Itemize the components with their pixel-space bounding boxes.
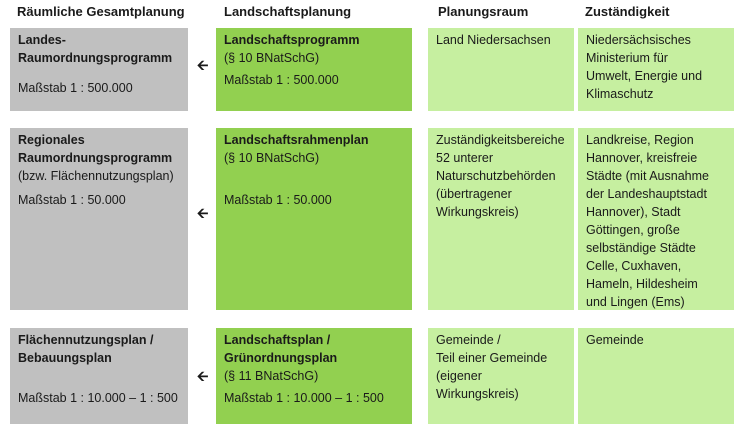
header-planungsraum: Planungsraum (438, 4, 529, 19)
row-2-gesamt-note: (bzw. Flächennutzungsplan) (18, 169, 174, 183)
row-1-gesamt-title-line-2: Raumordnungsprogramm (18, 51, 173, 65)
row-1-zust-line-4: Klimaschutz (586, 87, 654, 101)
row-1-landschaft-law: (§ 10 BNatSchG) (224, 51, 320, 65)
row-3-landschaft-law: (§ 11 BNatSchG) (224, 369, 319, 383)
row-2-zust-line-7: selbständige Städte (586, 241, 696, 255)
row-3-landschaftsplanung-box (216, 328, 412, 424)
row-3-planungsraum-box (428, 328, 574, 424)
row-3-gesamt-title-line-2: Bebauungsplan (18, 351, 112, 365)
row-1-landschaft-scale: Maßstab 1 : 500.000 (224, 73, 339, 87)
row-3-gesamtplanung-box (10, 328, 188, 424)
header-landschaftsplanung: Landschaftsplanung (224, 4, 352, 19)
row-2-landschaft-title-line-1: Landschaftsrahmenplan (224, 133, 369, 147)
arrow-left-icon: 🡨 (197, 205, 209, 221)
arrow-left-icon: 🡨 (197, 368, 209, 384)
row-2-zust-line-6: Göttingen, große (586, 223, 680, 237)
row-2-zust-line-3: Städte (mit Ausnahme (586, 169, 709, 183)
row-3-raum-line-2: Teil einer Gemeinde (436, 351, 548, 365)
row-2-zust-line-2: Hannover, kreisfreie (586, 151, 698, 165)
row-2-landschaftsplanung-box (216, 128, 412, 310)
row-2-gesamtplanung-box (10, 128, 188, 310)
row-3-landschaft-scale: Maßstab 1 : 10.000 – 1 : 500 (224, 391, 384, 405)
row-1-planungsraum-box (428, 28, 574, 111)
row-3-zustaendigkeit-box (578, 328, 734, 424)
row-2-raum-line-2: 52 unterer (436, 151, 493, 165)
row-2-raum-line-1: Zuständigkeitsbereiche (436, 133, 565, 147)
row-1-zust-line-1: Niedersächsisches (586, 33, 691, 47)
row-3-zust-line-1: Gemeinde (586, 333, 644, 347)
row-1-landschaft-title-line-1: Landschaftsprogramm (224, 33, 360, 47)
row-2-gesamt-title-line-2: Raumordnungsprogramm (18, 151, 173, 165)
row-2-gesamt-scale: Maßstab 1 : 50.000 (18, 193, 126, 207)
row-1-gesamt-scale: Maßstab 1 : 500.000 (18, 81, 133, 95)
row-2-landschaft-law: (§ 10 BNatSchG) (224, 151, 320, 165)
row-1-zust-line-3: Umwelt, Energie und (586, 69, 703, 83)
row-3-raum-line-3: (eigener (436, 369, 482, 383)
row-2-gesamt-title-line-1: Regionales (18, 133, 85, 147)
row-2-planungsraum-box (428, 128, 574, 310)
row-1-gesamtplanung-box (10, 28, 188, 111)
row-2-zust-line-8: Celle, Cuxhaven, (586, 259, 682, 273)
header-gesamtplanung: Räumliche Gesamtplanung (17, 4, 185, 19)
header-zustaendigkeit: Zuständigkeit (585, 4, 670, 19)
row-3-landschaft-title-line-1: Landschaftsplan / (224, 333, 331, 347)
row-1-landschaftsplanung-box (216, 28, 412, 111)
row-2-zust-line-9: Hameln, Hildesheim (586, 277, 698, 291)
row-2-raum-line-5: Wirkungskreis) (436, 205, 519, 219)
row-2-raum-line-3: Naturschutzbehörden (436, 169, 556, 183)
row-3-raum-line-1: Gemeinde / (436, 333, 501, 347)
row-2-zust-line-10: und Lingen (Ems) (586, 295, 685, 309)
row-2-raum-line-4: (übertragener (436, 187, 512, 201)
row-2-zust-line-4: der Landeshauptstadt (586, 187, 707, 201)
row-2-zust-line-5: Hannover), Stadt (586, 205, 681, 219)
row-1-raum-line-1: Land Niedersachsen (436, 33, 551, 47)
arrow-left-icon: 🡨 (197, 57, 209, 73)
row-2-landschaft-scale: Maßstab 1 : 50.000 (224, 193, 332, 207)
row-1-zust-line-2: Ministerium für (586, 51, 668, 65)
row-3-gesamt-title-line-1: Flächennutzungsplan / (18, 333, 154, 347)
row-3-gesamt-scale: Maßstab 1 : 10.000 – 1 : 500 (18, 391, 178, 405)
row-1-zustaendigkeit-box (578, 28, 734, 111)
row-3-raum-line-4: Wirkungskreis) (436, 387, 519, 401)
row-3-landschaft-title-line-2: Grünordnungsplan (224, 351, 338, 365)
row-2-zustaendigkeit-box (578, 128, 734, 310)
row-2-zust-line-1: Landkreise, Region (586, 133, 694, 147)
row-1-gesamt-title-line-1: Landes- (18, 33, 66, 47)
